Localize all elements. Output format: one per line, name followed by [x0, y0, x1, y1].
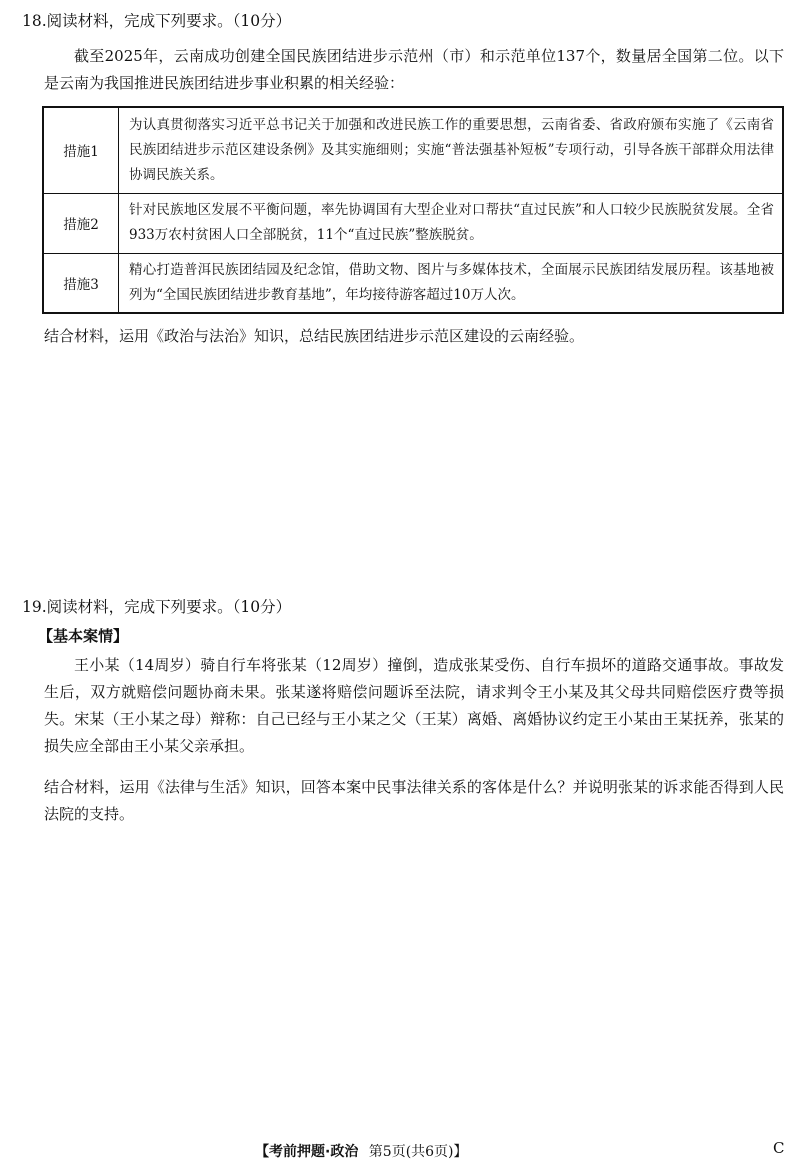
page-footer [255, 1141, 468, 1161]
measure-label: 措施2 [43, 193, 119, 253]
measure-row-2 [43, 193, 783, 253]
measure-label: 措施1 [43, 107, 119, 193]
footer-exam: 【考前押题·政治 [255, 1144, 359, 1160]
footer-page: 第5页(共6页)】 [368, 1144, 468, 1160]
measure-text: 为认真贯彻落实习近平总书记关于加强和改进民族工作的重要思想，云南省委、省政府颁布实施了《云南省民族团结进步示范区建设条例》及其实施细则；实施“普法强基补短板”专项行动，引导各族干部群众用法律协调民族关系。 [119, 107, 784, 193]
footer-version: C [773, 1139, 785, 1157]
q19-title: 19.阅读材料，完成下列要求。（10分） [22, 598, 292, 616]
q18-title: 18.阅读材料，完成下列要求。（10分） [22, 12, 292, 30]
q18-measures-table [42, 106, 784, 314]
q18-question: 结合材料，运用《政治与法治》知识，总结民族团结进步示范区建设的云南经验。 [44, 327, 585, 345]
q18-intro: 截至2025年，云南成功创建全国民族团结进步示范州（市）和示范单位137个，数量居全国第二位。以下是云南为我国推进民族团结进步事业积累的相关经验： [44, 47, 784, 92]
measure-text: 精心打造普洱民族团结园及纪念馆，借助文物、图片与多媒体技术，全面展示民族团结发展历程。该基地被列为“全国民族团结进步教育基地”，年均接待游客超过10万人次。 [119, 253, 784, 313]
measure-text: 针对民族地区发展不平衡问题，率先协调国有大型企业对口帮扶“直过民族”和人口较少民族脱贫发展。全省933万农村贫困人口全部脱贫，11个“直过民族”整族脱贫。 [119, 193, 784, 253]
q19-case: 王小某（14周岁）骑自行车将张某（12周岁）撞倒，造成张某受伤、自行车损坏的道路交通事故。事故发生后，双方就赔偿问题协商未果。张某遂将赔偿问题诉至法院，请求判令王小某及其父母共同赔偿医疗费等损失。宋某（王小某之母）辩称：自己已经与王小某之父（王某）离婚、离婚协议约定王小某由王某抚养，张某的损失应全部由王小某父亲承担。 [44, 656, 784, 755]
measure-row-3 [43, 253, 783, 313]
measure-label: 措施3 [43, 253, 119, 313]
case-heading: 【基本案情】 [38, 627, 129, 645]
measure-row-1 [43, 107, 783, 193]
q19-question: 结合材料，运用《法律与生活》知识，回答本案中民事法律关系的客体是什么？并说明张某的诉求能否得到人民法院的支持。 [44, 778, 784, 823]
